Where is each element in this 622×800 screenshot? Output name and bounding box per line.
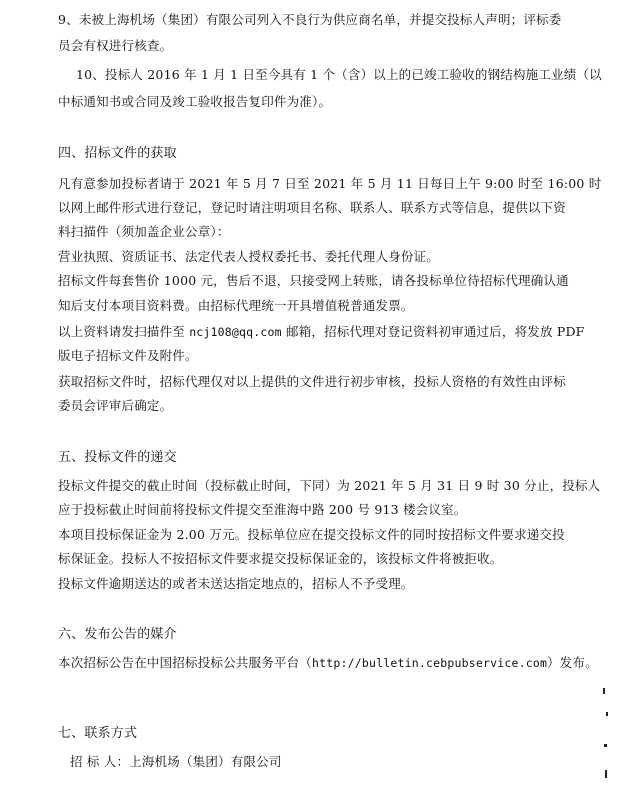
section4-p4-line1	[58, 324, 585, 340]
section4-p3-line2: 知后支付本项目资料费。由招标代理统一开具增值税普通发票。	[58, 298, 414, 313]
section4-p1-line1: 凡有意参加投标者请于 2021 年 5 月 7 日至 2021 年 5 月 11 日每日上午 9:00 时至 16:00 时	[58, 176, 602, 191]
section4-p5-line1: 获取招标文件时，招标代理仅对以上提供的文件进行初步审核，投标人资格的有效性由评标	[58, 374, 567, 389]
section6-p1	[58, 655, 598, 671]
section5-p2-line2: 标保证金。投标人不按招标文件要求提交投标保证金的，该投标文件将被拒收。	[58, 551, 503, 566]
scan-speck	[605, 770, 607, 778]
section4-p2: 营业执照、资质证书、法定代表人授权委托书、委托代理人身份证。	[58, 249, 440, 264]
section5-p1-line2: 应于投标截止时间前将投标文件提交至淮海中路 200 号 913 楼会议室。	[58, 502, 467, 517]
section4-p4-line2: 版电子招标文件及附件。	[58, 348, 198, 363]
section6-heading: 六、发布公告的媒介	[58, 627, 177, 642]
section5-p1-line1: 投标文件提交的截止时间（投标截止时间，下同）为 2021 年 5 月 31 日 9 时 30 分止，投标人	[58, 478, 601, 493]
section5-heading: 五、投标文件的递交	[58, 450, 177, 465]
section4-p4-suffix: 邮箱，招标代理对登记资料初审通过后，将发放 PDF	[281, 324, 585, 339]
section4-p1-line2: 以网上邮件形式进行登记，登记时请注明项目名称、联系人、联系方式等信息，提供以下资	[58, 200, 567, 215]
tenderer-row	[70, 754, 282, 770]
item9-line1: 9、未被上海机场（集团）有限公司列入不良行为供应商名单，并提交投标人声明；评标委	[58, 12, 562, 27]
section6-p1-prefix: 本次招标公告在中国招标投标公共服务平台（	[58, 655, 313, 670]
section4-p5-line2: 委员会评审后确定。	[58, 398, 173, 413]
tenderer-label: 招 标 人：	[70, 754, 130, 769]
section4-heading: 四、招标文件的获取	[58, 146, 177, 161]
scan-speck	[606, 712, 608, 716]
contact-email: ncj108@qq.com	[189, 325, 282, 339]
section4-p4-prefix: 以上资料请发扫描件至	[58, 324, 190, 339]
section7-heading: 七、联系方式	[58, 726, 138, 741]
scan-speck	[603, 688, 605, 694]
section4-p1-line3: 料扫描件（须加盖企业公章）：	[58, 224, 230, 239]
section5-p2-line1: 本项目投标保证金为 2.00 万元。投标单位应在提交投标文件的同时按招标文件要求递交投	[58, 527, 565, 542]
platform-url: http://bulletin.cebpubservice.com	[312, 656, 548, 670]
item10-line1: 10、投标人 2016 年 1 月 1 日至今具有 1 个（含）以上的已竣工验收的钢结构施工业绩（以	[76, 67, 602, 82]
tenderer-value: 上海机场（集团）有限公司	[129, 754, 282, 769]
scan-speck	[604, 744, 607, 747]
section6-p1-suffix: ）发布。	[547, 655, 598, 670]
item9-line2: 员会有权进行核查。	[58, 38, 173, 53]
section4-p3-line1: 招标文件每套售价 1000 元，售后不退，只接受网上转账，请各投标单位待招标代理确认通	[58, 273, 569, 288]
item10-line2: 中标通知书或合同及竣工验收报告复印件为准）。	[58, 94, 332, 109]
section5-p3: 投标文件逾期送达的或者未送达指定地点的，招标人不予受理。	[58, 576, 414, 591]
